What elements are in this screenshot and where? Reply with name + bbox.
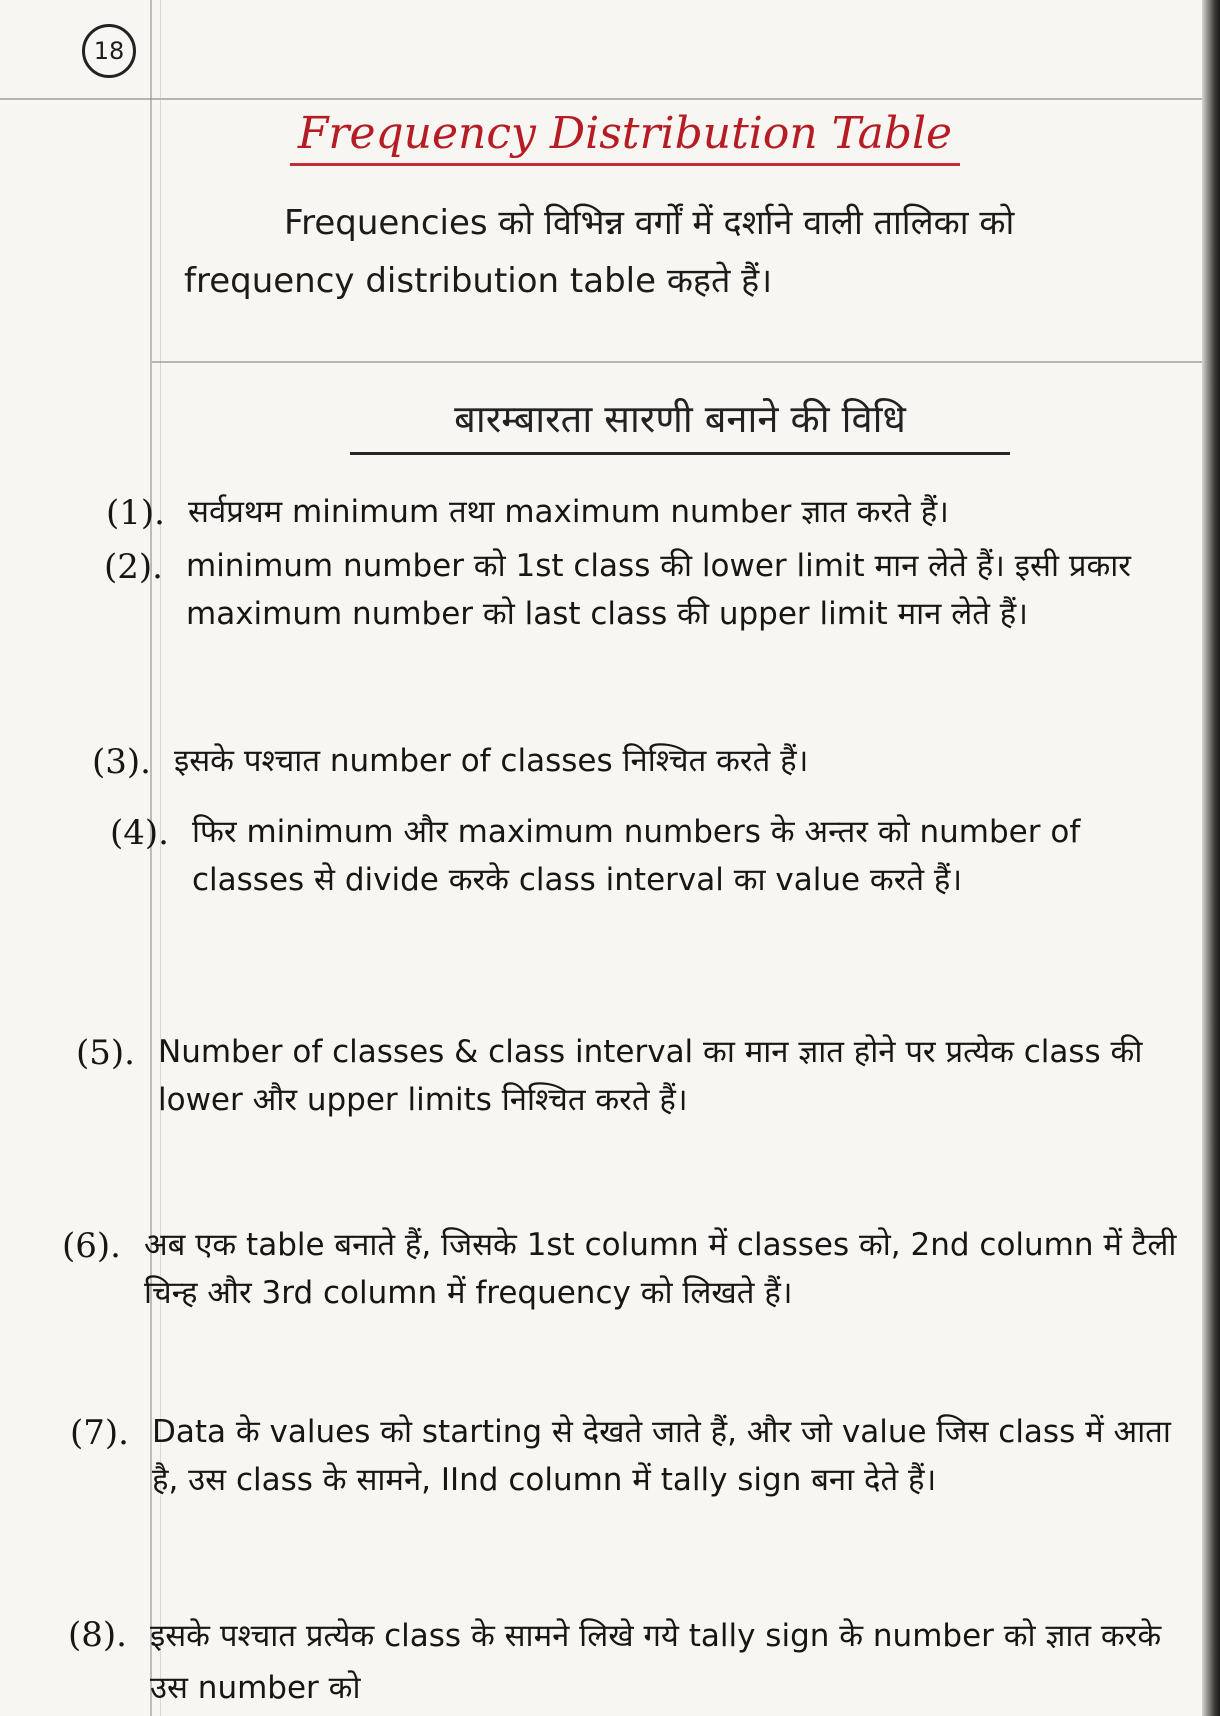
step-item-6 <box>62 1221 1194 1317</box>
top-rule <box>0 98 1202 100</box>
page-title: Frequency Distribution Table <box>290 108 960 166</box>
step-number: (3). <box>92 742 151 782</box>
step-item-4 <box>110 808 1195 904</box>
step-text: फिर minimum और maximum numbers के अन्तर को number of classes से divide करके class interval का value करते हैं। <box>192 814 1081 898</box>
step-text: Data के values को starting से देखते जाते हैं, और जो value जिस class में आता है, उस class के सामने, IInd column में tally sign बना देते हैं। <box>152 1414 1171 1498</box>
page-number: 18 <box>82 24 136 78</box>
step-number: (2). <box>104 547 163 587</box>
step-number: (5). <box>76 1033 135 1073</box>
step-text: minimum number को 1st class की lower limit मान लेते हैं। इसी प्रकार maximum number को last class की upper limit मान लेते हैं। <box>186 548 1131 632</box>
step-text: Number of classes & class interval का मान ज्ञात होने पर प्रत्येक class की lower और upper limits निश्चित करते हैं। <box>158 1034 1143 1118</box>
step-number: (4). <box>110 813 169 853</box>
step-text: इसके पश्चात number of classes निश्चित करते हैं। <box>174 743 809 779</box>
step-item-3 <box>92 737 1196 787</box>
step-item-2 <box>104 542 1196 638</box>
step-number: (7). <box>70 1413 129 1453</box>
step-text: सर्वप्रथम minimum तथा maximum number ज्ञात करते हैं। <box>188 494 949 530</box>
step-text: अब एक table बनाते हैं, जिसके 1st column में classes को, 2nd column में टैली चिन्ह और 3rd column में frequency को लिखते हैं। <box>144 1227 1177 1311</box>
section-heading: बारम्बारता सारणी बनाने की विधि <box>350 392 1010 455</box>
step-number: (8). <box>68 1615 127 1655</box>
intro-definition: Frequencies को विभिन्न वर्गों में दर्शाने वाली तालिका को frequency distribution table कहते हैं। <box>184 203 1015 301</box>
section-divider <box>152 361 1202 363</box>
step-item-1 <box>106 488 1196 538</box>
step-number: (1). <box>106 493 165 533</box>
step-number: (6). <box>62 1226 121 1266</box>
page-edge-shadow <box>1202 0 1220 1716</box>
step-item-5 <box>76 1028 1196 1124</box>
step-item-7 <box>70 1408 1195 1504</box>
step-item-8 <box>68 1610 1193 1714</box>
step-text: इसके पश्चात प्रत्येक class के सामने लिखे गये tally sign के number को ज्ञात करके उस number को <box>150 1618 1162 1706</box>
